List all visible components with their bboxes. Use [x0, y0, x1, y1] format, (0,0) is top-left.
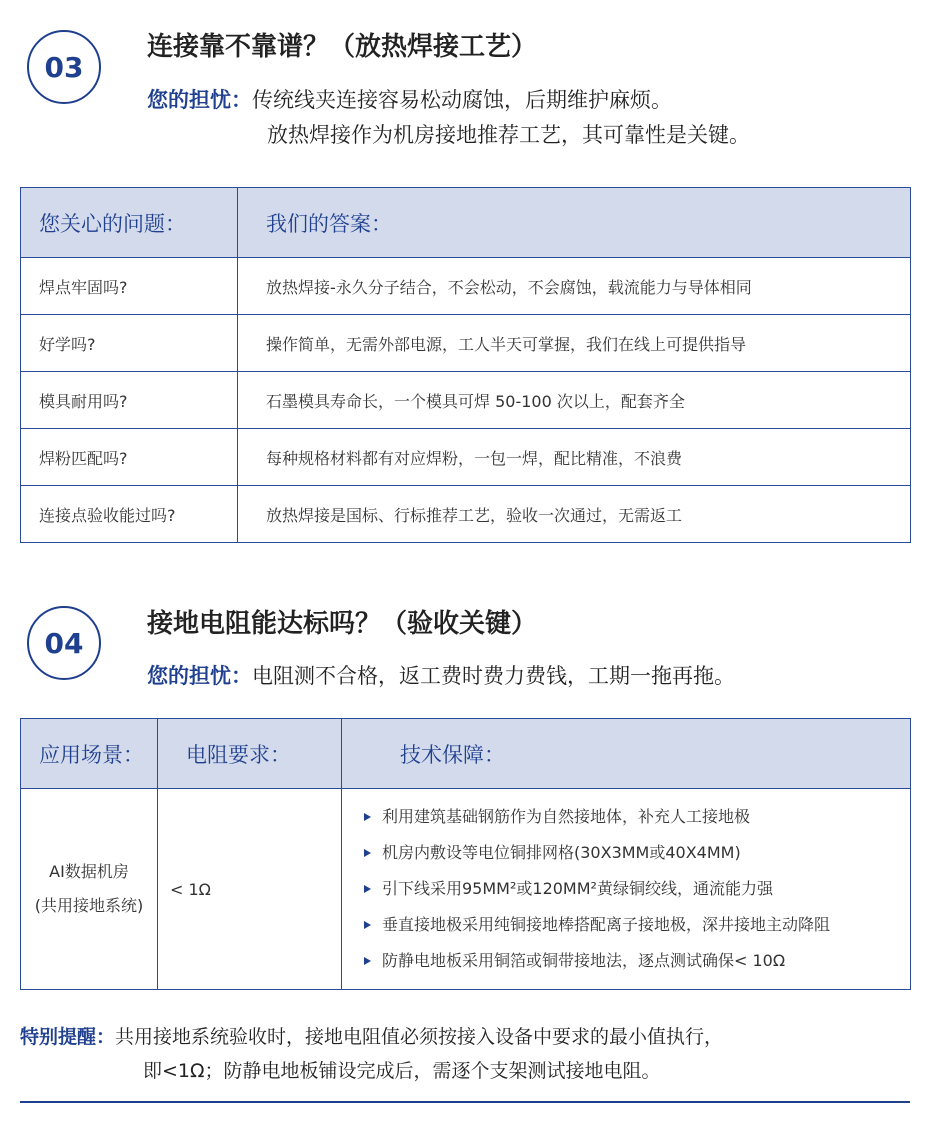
question-cell: 焊点牢固吗? — [21, 258, 238, 315]
requirement-cell: < 1Ω — [158, 789, 342, 990]
section-number-badge — [27, 606, 101, 680]
table-header-row — [21, 719, 911, 789]
column-header-question: 您关心的问题： — [21, 188, 238, 258]
list-item: 引下线采用95MM²或120MM²黄绿铜绞线，通流能力强 — [382, 871, 910, 907]
column-header-guarantee: 技术保障： — [342, 719, 911, 789]
section-title: 接地电阻能达标吗？（验收关键） — [147, 609, 538, 639]
concern-label: 您的担忧： — [147, 664, 252, 688]
special-reminder — [20, 1020, 723, 1088]
reminder-label: 特别提醒： — [20, 1026, 116, 1048]
resistance-table — [20, 718, 911, 990]
answer-cell: 石墨模具寿命长，一个模具可焊 50-100 次以上，配套齐全 — [238, 372, 911, 429]
section-title: 连接靠不靠谱？（放热焊接工艺） — [147, 32, 538, 62]
table-row — [21, 315, 911, 372]
concern-block — [147, 659, 735, 694]
answer-cell: 每种规格材料都有对应焊粉，一包一焊，配比精准，不浪费 — [238, 429, 911, 486]
scene-note: (共用接地系统) — [34, 896, 144, 915]
qa-table — [20, 187, 911, 543]
section-number: 04 — [44, 626, 84, 660]
question-cell: 好学吗? — [21, 315, 238, 372]
answer-cell: 放热焊接是国标、行标推荐工艺，验收一次通过，无需返工 — [238, 486, 911, 543]
question-cell: 焊粉匹配吗? — [21, 429, 238, 486]
table-row — [21, 258, 911, 315]
list-item: 垂直接地极采用纯铜接地棒搭配离子接地极，深井接地主动降阻 — [382, 907, 910, 943]
answer-cell: 放热焊接-永久分子结合，不会松动，不会腐蚀，载流能力与导体相同 — [238, 258, 911, 315]
table-row — [21, 429, 911, 486]
scene-cell — [21, 789, 158, 990]
concern-block — [147, 83, 750, 153]
column-header-scene: 应用场景： — [21, 719, 158, 789]
list-item: 防静电地板采用铜箔或铜带接地法，逐点测试确保< 10Ω — [382, 943, 910, 979]
guarantee-list — [342, 789, 910, 989]
list-item: 利用建筑基础钢筋作为自然接地体，补充人工接地极 — [382, 799, 910, 835]
reminder-line: 即<1Ω；防静电地板铺设完成后，需逐个支架测试接地电阻。 — [143, 1060, 661, 1082]
list-item: 机房内敷设等电位铜排网格(30X3MM或40X4MM) — [382, 835, 910, 871]
concern-line: 电阻测不合格，返工费时费力费钱，工期一拖再拖。 — [252, 664, 735, 688]
divider — [20, 1101, 910, 1103]
table-row — [21, 372, 911, 429]
answer-cell: 操作简单，无需外部电源，工人半天可掌握，我们在线上可提供指导 — [238, 315, 911, 372]
concern-line: 传统线夹连接容易松动腐蚀，后期维护麻烦。 — [252, 88, 672, 112]
table-row — [21, 486, 911, 543]
column-header-answer: 我们的答案： — [238, 188, 911, 258]
concern-line: 放热焊接作为机房接地推荐工艺，其可靠性是关键。 — [267, 123, 750, 147]
table-row — [21, 789, 911, 990]
column-header-requirement: 电阻要求： — [158, 719, 342, 789]
guarantee-cell — [342, 789, 911, 990]
scene-name: AI数据机房 — [49, 862, 129, 881]
table-header-row — [21, 188, 911, 258]
question-cell: 模具耐用吗? — [21, 372, 238, 429]
section-number-badge — [27, 30, 101, 104]
section-number: 03 — [44, 50, 84, 84]
reminder-line: 共用接地系统验收时，接地电阻值必须按接入设备中要求的最小值执行， — [115, 1026, 724, 1048]
concern-label: 您的担忧： — [147, 88, 252, 112]
question-cell: 连接点验收能过吗? — [21, 486, 238, 543]
